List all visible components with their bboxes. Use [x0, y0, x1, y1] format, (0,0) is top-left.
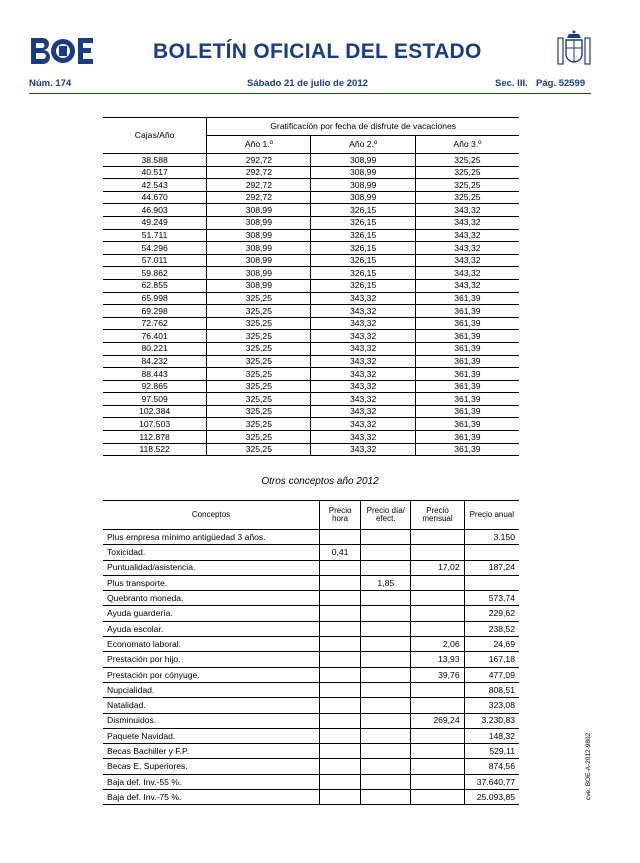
monthly-price-cell [411, 591, 464, 606]
section-title: Otros conceptos año 2012 [261, 476, 379, 487]
table-row [103, 606, 519, 621]
bonus-cell: 292,72 [207, 154, 311, 167]
hour-price-cell [320, 682, 361, 697]
bonus-cell: 325,25 [415, 191, 519, 204]
concept-cell: Quebranto moneda. [103, 591, 320, 606]
monthly-price-cell [411, 774, 464, 789]
bonus-cell: 292,72 [207, 191, 311, 204]
hour-price-cell [320, 560, 361, 575]
cajas-cell: 72.762 [103, 317, 207, 330]
table-row [103, 621, 519, 636]
table-row [103, 667, 519, 682]
hour-price-cell [320, 606, 361, 621]
monthly-price-cell: 2,06 [411, 637, 464, 652]
concept-cell: Ayuda escolar. [103, 621, 320, 636]
section-label: Sec. III. [495, 78, 528, 89]
cajas-cell: 40.517 [103, 166, 207, 179]
table-row [103, 790, 519, 805]
bonus-cell: 343,32 [415, 204, 519, 217]
annual-price-cell: 323,08 [464, 698, 519, 713]
annual-price-cell: 3.230,83 [464, 713, 519, 728]
bonus-cell: 308,99 [311, 179, 415, 192]
bonus-cell: 308,99 [207, 216, 311, 229]
publication-title: BOLETÍN OFICIAL DEL ESTADO [153, 40, 482, 63]
monthly-price-cell: 13,93 [411, 652, 464, 667]
bonus-cell: 325,25 [415, 166, 519, 179]
bonus-cell: 361,39 [415, 380, 519, 393]
annual-price-cell: 229,62 [464, 606, 519, 621]
monthly-price-cell [411, 682, 464, 697]
bonus-cell: 361,39 [415, 443, 519, 456]
table-row [103, 279, 519, 292]
cajas-cell: 49.249 [103, 216, 207, 229]
header-rule [29, 93, 591, 94]
table-row [103, 575, 519, 590]
bonus-cell: 361,39 [415, 418, 519, 431]
table-row [103, 242, 519, 255]
day-price-cell [361, 790, 411, 805]
concept-cell: Becas E. Superiores. [103, 759, 320, 774]
table-row [103, 393, 519, 406]
bonus-cell: 326,15 [311, 216, 415, 229]
cajas-cell: 65.998 [103, 292, 207, 305]
table-row [103, 380, 519, 393]
table-row [103, 682, 519, 697]
cajas-cell: 51.711 [103, 229, 207, 242]
hour-price-cell [320, 728, 361, 743]
col-header-precio-anual: Precio anual [464, 501, 519, 530]
table-row [103, 355, 519, 368]
day-price-cell [361, 560, 411, 575]
bonus-cell: 343,32 [415, 254, 519, 267]
cajas-cell: 44.670 [103, 191, 207, 204]
concept-cell: Economato laboral. [103, 637, 320, 652]
monthly-price-cell [411, 759, 464, 774]
bonus-cell: 325,25 [207, 292, 311, 305]
col-header-conceptos: Conceptos [103, 501, 320, 530]
col-header-group: Gratificación por fecha de disfrute de vacaciones [207, 118, 519, 136]
bonus-cell: 308,99 [207, 254, 311, 267]
annual-price-cell: 25.093,85 [464, 790, 519, 805]
table-row [103, 330, 519, 343]
bonus-cell: 361,39 [415, 317, 519, 330]
bonus-cell: 325,25 [207, 405, 311, 418]
bonus-cell: 343,32 [311, 431, 415, 444]
table-row [103, 713, 519, 728]
col-header-year1: Año 1.º [207, 136, 311, 154]
bonus-cell: 361,39 [415, 393, 519, 406]
bonus-cell: 325,25 [207, 393, 311, 406]
bonus-cell: 343,32 [311, 368, 415, 381]
table-row [103, 698, 519, 713]
cajas-cell: 42.543 [103, 179, 207, 192]
bonus-cell: 343,32 [415, 267, 519, 280]
cajas-cell: 80.221 [103, 342, 207, 355]
annual-price-cell: 3.150 [464, 530, 519, 545]
bonus-cell: 343,32 [311, 443, 415, 456]
day-price-cell [361, 728, 411, 743]
cajas-cell: 112.878 [103, 431, 207, 444]
bonus-cell: 343,32 [311, 418, 415, 431]
bonus-cell: 343,32 [311, 342, 415, 355]
annual-price-cell: 529,11 [464, 744, 519, 759]
bonus-cell: 343,32 [311, 405, 415, 418]
table-row [103, 443, 519, 456]
day-price-cell [361, 545, 411, 560]
bonus-cell: 343,32 [311, 393, 415, 406]
hour-price-cell [320, 667, 361, 682]
other-concepts-table [103, 500, 519, 805]
bonus-cell: 343,32 [311, 292, 415, 305]
hour-price-cell [320, 698, 361, 713]
table-row [103, 368, 519, 381]
vacation-bonus-table [103, 117, 519, 456]
bonus-cell: 361,39 [415, 355, 519, 368]
annual-price-cell: 874,56 [464, 759, 519, 774]
table-row [103, 591, 519, 606]
annual-price-cell: 477,09 [464, 667, 519, 682]
bonus-cell: 326,15 [311, 267, 415, 280]
annual-price-cell: 573,74 [464, 591, 519, 606]
table-row [103, 166, 519, 179]
table-row [103, 637, 519, 652]
hour-price-cell [320, 530, 361, 545]
hour-price-cell [320, 790, 361, 805]
concept-cell: Prestación por hijo. [103, 652, 320, 667]
annual-price-cell: 187,24 [464, 560, 519, 575]
table-row [103, 317, 519, 330]
cajas-cell: 59.862 [103, 267, 207, 280]
monthly-price-cell [411, 698, 464, 713]
bonus-cell: 361,39 [415, 368, 519, 381]
table-row [103, 292, 519, 305]
cve-code: cve: BOE-A-2012-9802 [585, 732, 592, 800]
table-header-row [103, 118, 519, 136]
bonus-cell: 325,25 [207, 418, 311, 431]
bonus-cell: 361,39 [415, 342, 519, 355]
monthly-price-cell [411, 621, 464, 636]
bonus-cell: 292,72 [207, 179, 311, 192]
cajas-cell: 38.588 [103, 154, 207, 167]
day-price-cell [361, 621, 411, 636]
monthly-price-cell [411, 545, 464, 560]
table-row [103, 530, 519, 545]
col-header-precio-dia: Precio día/ efect. [361, 501, 411, 530]
concept-cell: Plus transporte. [103, 575, 320, 590]
annual-price-cell: 167,18 [464, 652, 519, 667]
table-row [103, 759, 519, 774]
table-row [103, 545, 519, 560]
day-price-cell [361, 759, 411, 774]
hour-price-cell [320, 621, 361, 636]
bonus-cell: 343,32 [415, 229, 519, 242]
table-row [103, 431, 519, 444]
cajas-cell: 118.522 [103, 443, 207, 456]
concept-cell: Baja def. Inv.-55 %. [103, 774, 320, 789]
bonus-cell: 325,25 [207, 330, 311, 343]
bonus-cell: 308,99 [311, 154, 415, 167]
bonus-cell: 343,32 [311, 355, 415, 368]
bonus-cell: 343,32 [311, 305, 415, 318]
table-row [103, 191, 519, 204]
concept-cell: Disminuidos. [103, 713, 320, 728]
day-price-cell [361, 774, 411, 789]
bonus-cell: 326,15 [311, 204, 415, 217]
page-meta-bar [29, 78, 591, 92]
concept-cell: Prestación por cónyuge. [103, 667, 320, 682]
table-row [103, 342, 519, 355]
table-row [103, 154, 519, 167]
bonus-cell: 343,32 [415, 279, 519, 292]
bonus-cell: 325,25 [207, 342, 311, 355]
monthly-price-cell [411, 530, 464, 545]
cajas-cell: 102.384 [103, 405, 207, 418]
hour-price-cell [320, 744, 361, 759]
cajas-cell: 84.232 [103, 355, 207, 368]
day-price-cell [361, 667, 411, 682]
bonus-cell: 308,99 [311, 191, 415, 204]
concept-cell: Ayuda guardería. [103, 606, 320, 621]
bonus-cell: 361,39 [415, 292, 519, 305]
day-price-cell: 1,85 [361, 575, 411, 590]
publication-date: Sábado 21 de julio de 2012 [247, 78, 368, 89]
bonus-cell: 361,39 [415, 405, 519, 418]
bonus-cell: 361,39 [415, 305, 519, 318]
col-header-precio-hora: Precio hora [320, 501, 361, 530]
annual-price-cell: 808,51 [464, 682, 519, 697]
bonus-cell: 326,15 [311, 254, 415, 267]
bonus-cell: 325,25 [415, 154, 519, 167]
annual-price-cell: 24,69 [464, 637, 519, 652]
col-header-year2: Año 2.º [311, 136, 415, 154]
annual-price-cell: 37.640,77 [464, 774, 519, 789]
bonus-cell: 326,15 [311, 229, 415, 242]
table-row [103, 405, 519, 418]
table-row [103, 254, 519, 267]
col-header-precio-mensual: Precio mensual [411, 501, 464, 530]
coat-of-arms-icon [556, 30, 592, 68]
cajas-cell: 97.509 [103, 393, 207, 406]
bonus-cell: 326,15 [311, 242, 415, 255]
col-header-cajas: Cajas/Año [103, 118, 207, 154]
bonus-cell: 326,15 [311, 279, 415, 292]
hour-price-cell [320, 774, 361, 789]
bonus-cell: 308,99 [207, 279, 311, 292]
monthly-price-cell [411, 744, 464, 759]
table-row [103, 204, 519, 217]
concept-cell: Plus empresa mínimo antigüedad 3 años. [103, 530, 320, 545]
concept-cell: Toxicidad. [103, 545, 320, 560]
monthly-price-cell [411, 790, 464, 805]
monthly-price-cell: 17,02 [411, 560, 464, 575]
monthly-price-cell [411, 728, 464, 743]
table-row [103, 744, 519, 759]
annual-price-cell [464, 545, 519, 560]
hour-price-cell [320, 713, 361, 728]
day-price-cell [361, 713, 411, 728]
concept-cell: Paquete Navidad. [103, 728, 320, 743]
day-price-cell [361, 637, 411, 652]
bonus-cell: 361,39 [415, 431, 519, 444]
bonus-cell: 308,99 [207, 229, 311, 242]
cajas-cell: 62.855 [103, 279, 207, 292]
bonus-cell: 325,25 [207, 443, 311, 456]
bonus-cell: 325,25 [207, 355, 311, 368]
bonus-cell: 361,39 [415, 330, 519, 343]
table-row [103, 179, 519, 192]
concept-cell: Natalidad. [103, 698, 320, 713]
annual-price-cell [464, 575, 519, 590]
table-row [103, 305, 519, 318]
bonus-cell: 343,32 [415, 216, 519, 229]
cajas-cell: 69.298 [103, 305, 207, 318]
day-price-cell [361, 591, 411, 606]
table-row [103, 267, 519, 280]
day-price-cell [361, 682, 411, 697]
boe-logo [30, 36, 94, 66]
cajas-cell: 57.011 [103, 254, 207, 267]
concept-cell: Nupcialidad. [103, 682, 320, 697]
concept-cell: Becas Bachiller y F.P. [103, 744, 320, 759]
hour-price-cell [320, 637, 361, 652]
table-row [103, 774, 519, 789]
bonus-cell: 343,32 [415, 242, 519, 255]
table-row [103, 728, 519, 743]
hour-price-cell [320, 759, 361, 774]
monthly-price-cell: 39,76 [411, 667, 464, 682]
day-price-cell [361, 530, 411, 545]
cajas-cell: 107.503 [103, 418, 207, 431]
annual-price-cell: 238,52 [464, 621, 519, 636]
bonus-cell: 325,25 [207, 368, 311, 381]
bonus-cell: 343,32 [311, 380, 415, 393]
bonus-cell: 325,25 [207, 305, 311, 318]
cajas-cell: 54.296 [103, 242, 207, 255]
concept-cell: Puntualidad/asistencia. [103, 560, 320, 575]
bonus-cell: 325,25 [207, 317, 311, 330]
bonus-cell: 308,99 [207, 242, 311, 255]
monthly-price-cell: 269,24 [411, 713, 464, 728]
bonus-cell: 325,25 [207, 380, 311, 393]
cajas-cell: 76.401 [103, 330, 207, 343]
day-price-cell [361, 698, 411, 713]
bonus-cell: 308,99 [207, 267, 311, 280]
bonus-cell: 343,32 [311, 317, 415, 330]
hour-price-cell: 0,41 [320, 545, 361, 560]
day-price-cell [361, 744, 411, 759]
concept-cell: Baja def. Inv.-75 %. [103, 790, 320, 805]
day-price-cell [361, 652, 411, 667]
table-row [103, 216, 519, 229]
hour-price-cell [320, 652, 361, 667]
cajas-cell: 88.443 [103, 368, 207, 381]
bonus-cell: 325,25 [415, 179, 519, 192]
bonus-cell: 343,32 [311, 330, 415, 343]
table-header-row [103, 501, 519, 530]
table-row [103, 652, 519, 667]
table-row [103, 560, 519, 575]
table-row [103, 418, 519, 431]
issue-number: Núm. 174 [29, 78, 72, 89]
bonus-cell: 308,99 [311, 166, 415, 179]
page-number: Pág. 52599 [536, 78, 586, 89]
monthly-price-cell [411, 606, 464, 621]
bonus-cell: 292,72 [207, 166, 311, 179]
day-price-cell [361, 606, 411, 621]
hour-price-cell [320, 591, 361, 606]
table-row [103, 229, 519, 242]
hour-price-cell [320, 575, 361, 590]
annual-price-cell: 148,32 [464, 728, 519, 743]
col-header-year3: Año 3.º [415, 136, 519, 154]
cajas-cell: 92.865 [103, 380, 207, 393]
cajas-cell: 46.903 [103, 204, 207, 217]
monthly-price-cell [411, 575, 464, 590]
bonus-cell: 308,99 [207, 204, 311, 217]
bonus-cell: 325,25 [207, 431, 311, 444]
